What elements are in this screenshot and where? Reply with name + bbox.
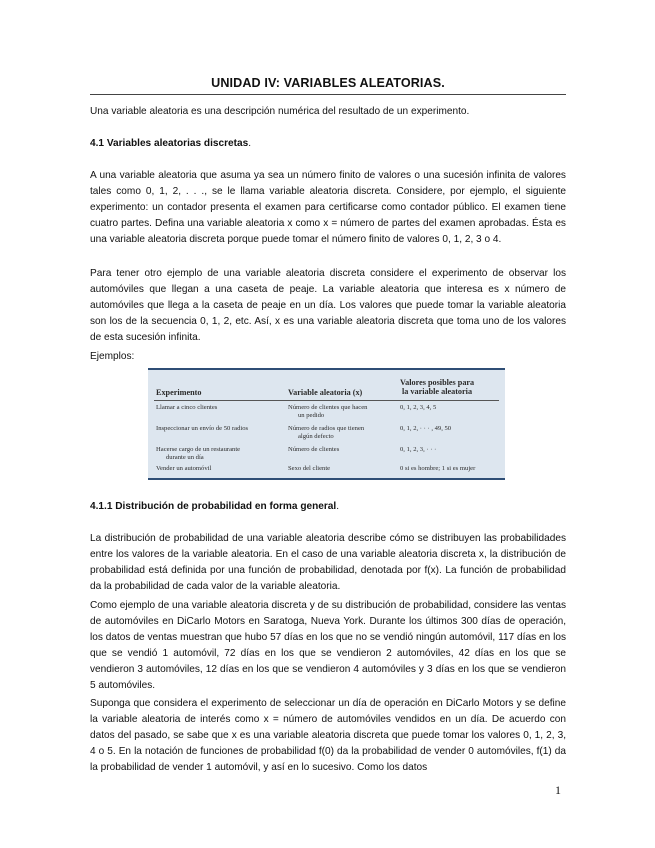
paragraph-dicarlo-sales (90, 598, 566, 694)
table-cell: 0, 1, 2, 3, · · · (400, 446, 437, 453)
text-line: A una variable aleatoria que asuma ya sea un número finito de valores o una sucesión infinita de (90, 170, 531, 181)
paragraph-toll-example (90, 266, 566, 346)
text-line: Como ejemplo de una variable aleatoria discreta y de su distribución de probabilidad, considere las (90, 600, 534, 611)
examples-label: Ejemplos: (90, 351, 135, 362)
table-cell: Vender un automóvil (156, 465, 212, 472)
examples-table (148, 368, 505, 480)
table-header-rule (154, 400, 499, 401)
table-cell: algún defecto (298, 433, 334, 440)
table-header-valores-line2: la variable aleatoria (402, 387, 473, 396)
text-line: función de probabilidad da la probabilidad de cada valor de la variable aleatoria. (90, 565, 566, 592)
table-cell: Inspeccionar un envío de 50 radios (156, 425, 249, 432)
table-cell: Número de clientes que hacen (288, 404, 368, 411)
text-line: Para tener otro ejemplo de una variable aleatoria discreta considere el experimento de observar los (90, 268, 566, 279)
table-cell: 0 si es hombre; 1 si es mujer (400, 465, 476, 472)
intro-paragraph: Una variable aleatoria es una descripción numérica del resultado de un experimento. (90, 106, 470, 117)
table-cell: Número de clientes (288, 446, 340, 453)
table-cell: 0, 1, 2, 3, 4, 5 (400, 404, 437, 411)
text-line: los que se vendieron 5 automóviles. (90, 664, 567, 691)
text-line: Suponga que considera el experimento de seleccionar un día de operación en DiCarlo Motors y se (90, 698, 536, 709)
section-4-1-heading-text: 4.1 Variables aleatorias discretas (90, 138, 249, 149)
paragraph-discrete-definition (90, 168, 566, 248)
text-line: acuerdo con datos del pasado, se sabe que x es una variable aleatoria discreta que puede tomar los (90, 714, 567, 741)
table-cell: Número de radios que tienen (288, 425, 365, 432)
text-line: aprobadas. Ésta es una variable aleatoria discreta porque puede tomar el número finito de valores (90, 218, 566, 245)
table-header-valores-line1: Valores posibles para (400, 378, 475, 387)
text-line: 117 días en los que se vendió 1 automóvil, 72 días en los que se vendieron 2 automóviles, 42 días (90, 632, 567, 659)
page-number: 1 (555, 783, 561, 797)
text-line: define la variable aleatoria de interés como x = número de automóviles vendidos en un día. De (90, 698, 567, 725)
title-underline (90, 94, 566, 95)
text-line: de los valores de esta sucesión infinita. (90, 316, 566, 343)
text-line: siguiente experimento: un contador presenta el examen para certificarse como contador público. El (90, 186, 566, 213)
text-line: 0 automóviles, f(1) da la probabilidad de vender 1 automóvil, y así en lo sucesivo. Como los datos (90, 746, 566, 773)
text-line: valores 0, 1, 2, 3, 4 o 5. En la notación de funciones de probabilidad f(0) da la probabilidad de vender (90, 730, 566, 757)
table-header-variable: Variable aleatoria (x) (288, 388, 363, 397)
section-4-1-heading-end: . (248, 138, 252, 149)
table-cell: Hacerse cargo de un restaurante (156, 446, 241, 453)
table-header-experimento: Experimento (156, 388, 202, 397)
section-4-1-heading (90, 136, 566, 152)
section-4-1-1-heading-end: . (336, 501, 340, 512)
paragraph-probability-distribution (90, 531, 566, 595)
text-line: en los que se vendieron 3 automóviles, 12 días en los que se vendieron 4 automóviles y 3 días en (90, 648, 566, 675)
page-title: UNIDAD IV: VARIABLES ALEATORIAS. (211, 76, 445, 90)
table-cell: durante un día (166, 454, 204, 461)
text-line: La distribución de probabilidad de una variable aleatoria describe cómo se distribuyen las (90, 533, 497, 544)
table-cell: un pedido (298, 412, 325, 419)
table-cell: 0, 1, 2, · · · , 49, 50 (400, 425, 452, 432)
text-line: operación, los datos de ventas muestran que hubo 57 días en los que no se vendió ningún automóvil, (90, 616, 566, 643)
text-line: automóviles que llega a la caseta de peaje en un día. Los valores que puede tomar la variable (90, 300, 524, 311)
text-line: probabilidades entre los valores de la variable aleatoria. En el caso de una variable aleatoria discreta (90, 533, 566, 560)
table-cell: Sexo del cliente (288, 465, 331, 472)
table-cell: Llamar a cinco clientes (156, 404, 218, 411)
section-4-1-1-heading (90, 499, 566, 515)
text-line: valores tales como 0, 1, 2, . . ., se le llama variable aleatoria discreta. Considere, por ejemplo, el (90, 170, 566, 197)
section-4-1-1-heading-text: 4.1.1 Distribución de probabilidad en forma general (90, 501, 337, 512)
text-line: x, la distribución de probabilidad está definida por una función de probabilidad, denotada por f(x). La (90, 549, 567, 576)
text-line: examen tiene cuatro partes. Defina una variable aleatoria x como x = número de partes del examen (90, 202, 566, 229)
text-line: automóviles que llegan a una caseta de peaje. La variable aleatoria que interesa es x número de (90, 284, 566, 295)
text-line: ventas de automóviles en DiCarlo Motors en Saratoga, Nueva York. Durante los últimos 300 días de (90, 600, 566, 627)
text-line: aleatoria son los de la secuencia 0, 1, 2, etc. Así, x es una variable aleatoria discreta que toma uno (90, 300, 566, 327)
paragraph-dicarlo-experiment (90, 696, 566, 776)
text-line: 0, 1, 2, 3 o 4. (442, 234, 502, 245)
